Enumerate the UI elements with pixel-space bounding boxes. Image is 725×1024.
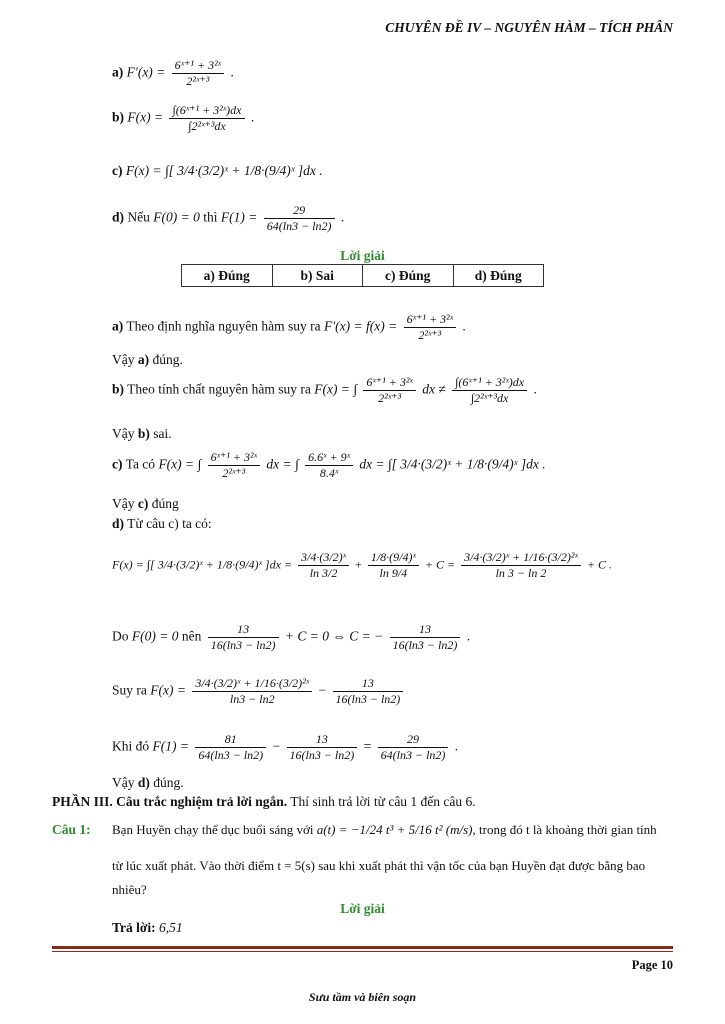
- solution-c-expr1: F(x) = ∫: [158, 456, 202, 472]
- khi-minus: −: [272, 738, 281, 754]
- term3-den: ln 3 − ln 2: [495, 566, 547, 580]
- option-b-fraction: [169, 103, 244, 134]
- do-pre: Do: [112, 628, 129, 644]
- solution-c-den1: 2²ˣ⁺³: [222, 466, 246, 480]
- conclusion-b-label: b): [137, 426, 150, 441]
- khi-n1: 81: [195, 732, 266, 748]
- solution-b-den: 2²ˣ⁺³: [378, 391, 402, 405]
- option-d-fraction: [264, 203, 335, 234]
- option-a-den: 2²ˣ⁺³: [186, 74, 210, 88]
- option-a-fraction: [172, 58, 224, 89]
- question-1-line3: nhiêu?: [112, 882, 147, 897]
- do-fraction2: [390, 622, 461, 653]
- option-b-num: ∫(6ˣ⁺¹ + 3²ˣ)dx: [169, 103, 244, 119]
- option-a-label: a): [112, 64, 124, 80]
- solution-c-label: c): [112, 456, 123, 472]
- option-a-end: .: [230, 64, 234, 80]
- q1-solution-title: Lời giải: [340, 901, 385, 916]
- solution-b-num: 6ˣ⁺¹ + 3²ˣ: [363, 375, 415, 391]
- option-d: [112, 203, 344, 234]
- solution-d-plus: +: [355, 557, 362, 572]
- q1-line1-pre: Bạn Huyền chạy thể dục buổi sáng với: [112, 822, 314, 837]
- solution-c-num1: 6ˣ⁺¹ + 3²ˣ: [208, 450, 260, 466]
- q1-line1-expr: a(t) = −1/24 t³ + 5/16 t² (m/s): [316, 822, 473, 837]
- solution-c-text: Ta có: [125, 456, 156, 472]
- conclusion-d-pre: Vậy: [112, 775, 135, 790]
- option-a: [112, 58, 234, 89]
- conclusion-a-label: a): [137, 352, 150, 367]
- solution-b-fraction: [363, 375, 415, 406]
- solution-c-fraction1: [208, 450, 260, 481]
- solution-c: [112, 450, 546, 481]
- solution-a-den: 2²ˣ⁺³: [418, 328, 442, 342]
- page-header: CHUYÊN ĐỀ IV – NGUYÊN HÀM – TÍCH PHÂN: [385, 20, 673, 35]
- option-d-text2: thì: [203, 209, 218, 225]
- solution-d-term1: [298, 550, 349, 581]
- option-b-label: b): [112, 109, 125, 125]
- solution-b-text: Theo tính chất nguyên hàm suy ra: [127, 381, 311, 397]
- solution-d-term2: [368, 550, 419, 581]
- do-cond: F(0) = 0: [131, 628, 179, 644]
- conclusion-d-post: đúng.: [153, 775, 184, 790]
- term2-den: ln 9/4: [379, 566, 408, 580]
- solution-b-den2: ∫2²ˣ⁺³dx: [470, 391, 509, 405]
- khi-fraction3: [378, 732, 449, 763]
- do-fraction1: [208, 622, 279, 653]
- khi-end: .: [454, 738, 459, 754]
- solution-c-conclusion: [112, 496, 179, 512]
- solution-a-text: Theo định nghĩa nguyên hàm suy ra: [126, 318, 321, 334]
- footer-rule-thin: [52, 951, 673, 952]
- suy-ra-line: [112, 676, 406, 707]
- khi-fraction1: [195, 732, 266, 763]
- khi-eq: =: [363, 738, 372, 754]
- solution-a: a) Theo định nghĩa nguyên hàm suy ra F′(x) = f(x) = $\frac{\text{6ˣ⁺¹ + 3²ˣ}}{\text{2²ˣ⁺³}}$ .: [112, 312, 466, 342]
- option-b-lhs: F(x) =: [127, 109, 164, 125]
- solution-c-num2: 6.6ˣ + 9ˣ: [305, 450, 353, 466]
- solution-d-intro: [112, 516, 212, 532]
- option-d-num: 29: [264, 203, 335, 219]
- conclusion-c-pre: Vậy: [112, 496, 135, 511]
- q1-answer: [112, 920, 183, 936]
- conclusion-d-label: d): [137, 775, 150, 790]
- option-d-cond: F(0) = 0: [153, 209, 200, 225]
- solution-b-neq: dx ≠: [422, 381, 446, 397]
- solution-d-C: + C =: [424, 557, 456, 572]
- solution-a-fraction: [404, 312, 456, 343]
- do-num: 13: [208, 622, 279, 638]
- term2-num: 1/8·(9/4)ˣ: [368, 550, 419, 566]
- conclusion-b-pre: Vậy: [112, 426, 135, 441]
- do-line: [112, 622, 470, 653]
- khi-d1: 64(ln3 − ln2): [198, 748, 264, 762]
- solution-a-expr: F′(x) = f(x) =: [323, 318, 398, 334]
- do-end: .: [466, 628, 471, 644]
- solution-b-expr: F(x) = ∫: [314, 381, 358, 397]
- solution-d-term3: [461, 550, 581, 581]
- q1-answer-value: 6,51: [158, 920, 183, 935]
- solution-b-num2: ∫(6ˣ⁺¹ + 3²ˣ)dx: [452, 375, 527, 391]
- option-b-den: ∫2²ˣ⁺³dx: [188, 119, 226, 133]
- question-1-label: Câu 1:: [52, 822, 91, 837]
- solution-b-fraction2: [452, 375, 527, 406]
- conclusion-a-post: đúng.: [152, 352, 183, 367]
- suy-num2: 13: [333, 676, 404, 692]
- conclusion-c-label: c): [137, 496, 149, 511]
- q1-answer-label: Trả lời:: [112, 920, 156, 935]
- answer-cell-c: c) Đúng: [363, 265, 454, 287]
- khi-d3: 64(ln3 − ln2): [380, 748, 446, 762]
- khi-n2: 13: [287, 732, 358, 748]
- suy-den: ln3 − ln2: [229, 692, 275, 706]
- khi-n3: 29: [378, 732, 449, 748]
- solution-b-conclusion: [112, 426, 172, 442]
- footer-credit: Sưu tầm và biên soạn: [308, 990, 417, 1004]
- option-a-num: 6ˣ⁺¹ + 3²ˣ: [172, 58, 224, 74]
- solution-title: Lời giải: [340, 248, 385, 263]
- khi-d2: 16(ln3 − ln2): [289, 748, 355, 762]
- solution-d-label: d): [112, 516, 125, 531]
- solution-d-conclusion: [112, 775, 184, 791]
- solution-a-conclusion: [112, 352, 183, 368]
- solution-b: b) Theo tính chất nguyên hàm suy ra F(x) = ∫ $\frac{\text{6ˣ⁺¹ + 3²ˣ}}{\text{2²ˣ⁺³}}$ dx ≠ $\frac{\text{∫(6ˣ⁺¹ + 3²ˣ)dx}}{\text{∫2²ˣ⁺³dx}}$ .: [112, 375, 537, 405]
- solution-c-den2: 8.4ˣ: [319, 466, 339, 480]
- do-den2: 16(ln3 − ln2): [392, 638, 458, 652]
- option-d-end: .: [340, 209, 345, 225]
- answer-table: [181, 264, 544, 287]
- term1-den: ln 3/2: [309, 566, 338, 580]
- suy-F: F(x) =: [150, 682, 186, 698]
- solution-d-C2: + C .: [586, 557, 612, 572]
- page-number: Page 10: [631, 958, 673, 972]
- conclusion-a-pre: Vậy: [112, 352, 135, 367]
- option-d-lhs: F(1) =: [220, 209, 258, 225]
- solution-a-label: a): [112, 318, 124, 334]
- suy-den2: 16(ln3 − ln2): [335, 692, 401, 706]
- suy-num: 3/4·(3/2)ˣ + 1/16·(3/2)²ˣ: [192, 676, 312, 692]
- conclusion-c-post: đúng: [151, 496, 179, 511]
- term1-num: 3/4·(3/2)ˣ: [298, 550, 349, 566]
- do-mid: + C = 0 ⇔ C = −: [284, 628, 384, 644]
- do-num2: 13: [390, 622, 461, 638]
- solution-c-mid: dx = ∫: [266, 456, 299, 472]
- solution-d-F: F(x) = ∫[ 3/4·(3/2)ˣ + 1/8·(9/4)ˣ ]dx =: [112, 557, 292, 572]
- question-1-line2: từ lúc xuất phát. Vào thời điểm t = 5(s) sau khi xuất phát thì vận tốc của bạn Huyền đạt được bằng bao: [112, 858, 646, 873]
- conclusion-b-post: sai.: [153, 426, 172, 441]
- solution-d-formula: [112, 550, 612, 581]
- part3-heading: [52, 794, 476, 810]
- answer-cell-d: d) Đúng: [453, 265, 544, 287]
- answer-cell-a: a) Đúng: [182, 265, 273, 287]
- suy-fraction2: [333, 676, 404, 707]
- khi-fraction2: [287, 732, 358, 763]
- part3-title: PHẦN III. Câu trắc nghiệm trả lời ngắn.: [52, 794, 288, 809]
- solution-d-text: Từ câu c) ta có:: [127, 516, 212, 531]
- option-b: [112, 103, 254, 134]
- solution-c-fraction2: [305, 450, 353, 481]
- q1-line1-post: , trong đó t là khoảng thời gian tính: [472, 822, 657, 837]
- solution-b-label: b): [112, 381, 125, 397]
- suy-fraction1: [192, 676, 312, 707]
- khi-F: F(1) =: [152, 738, 189, 754]
- term3-num: 3/4·(3/2)ˣ + 1/16·(3/2)²ˣ: [461, 550, 581, 566]
- footer-rule-thick: [52, 946, 673, 949]
- option-a-lhs: F′(x) =: [126, 64, 166, 80]
- option-d-den: 64(ln3 − ln2): [266, 219, 332, 233]
- part3-desc: Thí sinh trả lời từ câu 1 đến câu 6.: [290, 794, 476, 809]
- do-nen: nên: [181, 628, 202, 644]
- question-1-line1: [112, 822, 673, 838]
- option-d-label: d): [112, 209, 125, 225]
- option-d-text1: Nếu: [127, 209, 150, 225]
- option-b-end: .: [250, 109, 255, 125]
- khi-pre: Khi đó: [112, 738, 150, 754]
- option-c-expr: F(x) = ∫[ 3/4·(3/2)ˣ + 1/8·(9/4)ˣ ]dx .: [125, 163, 323, 178]
- option-c-label: c): [112, 163, 123, 178]
- suy-pre: Suy ra: [112, 682, 147, 698]
- khi-do-line: [112, 732, 458, 763]
- solution-c-end: dx = ∫[ 3/4·(3/2)ˣ + 1/8·(9/4)ˣ ]dx .: [359, 456, 546, 472]
- option-c: [112, 163, 323, 179]
- suy-minus: −: [318, 682, 327, 698]
- do-den: 16(ln3 − ln2): [210, 638, 276, 652]
- answer-cell-b: b) Sai: [272, 265, 363, 287]
- solution-a-num: 6ˣ⁺¹ + 3²ˣ: [404, 312, 456, 328]
